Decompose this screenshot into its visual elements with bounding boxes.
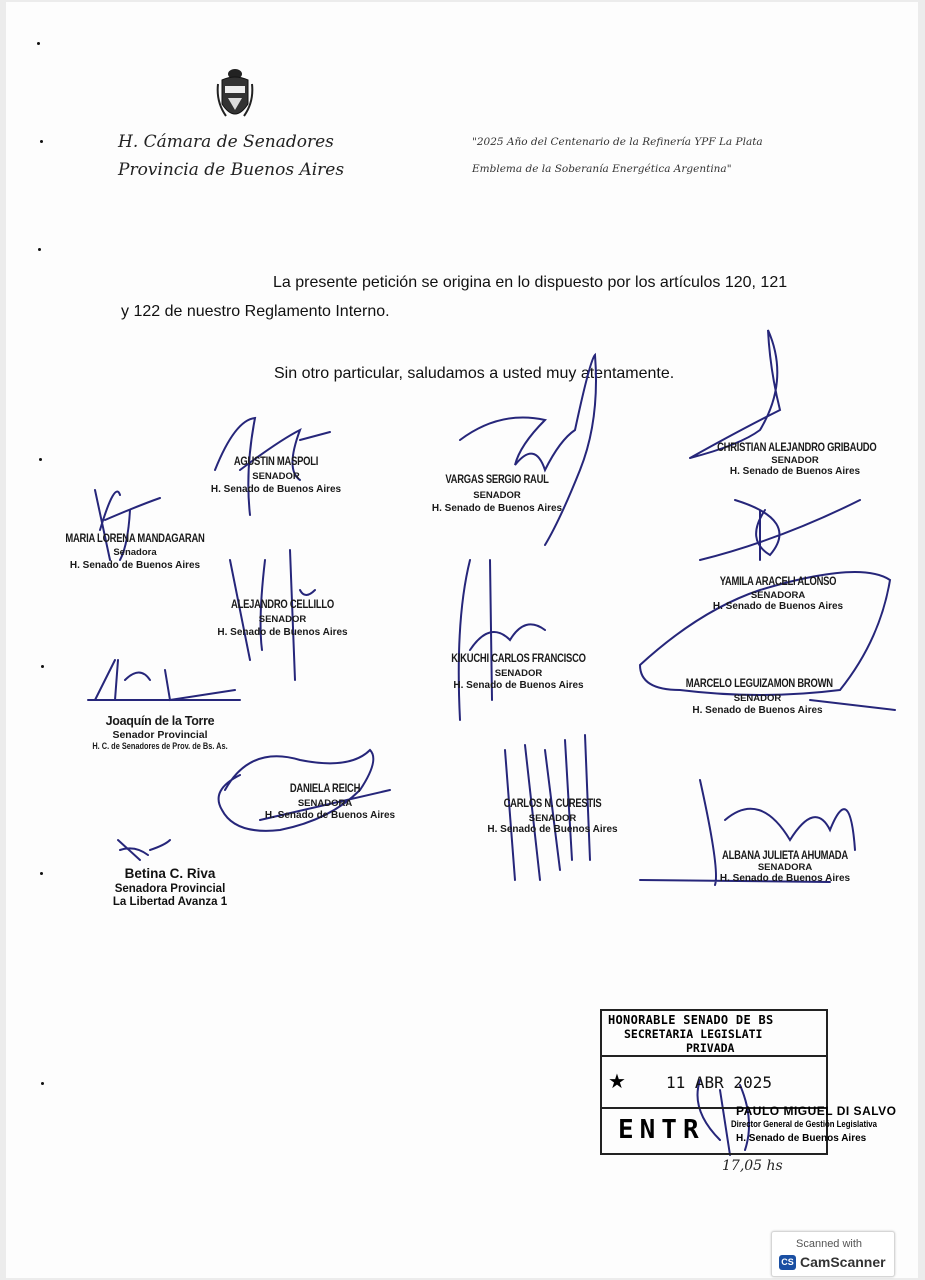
body-paragraph-line2: y 122 de nuestro Reglamento Interno. bbox=[121, 303, 390, 320]
signatory-role: SENADOR bbox=[494, 668, 543, 679]
stamp-divider bbox=[602, 1055, 826, 1057]
stamp-line2: SECRETARIA LEGISLATI bbox=[624, 1027, 763, 1041]
signatory-role: SENADORA bbox=[297, 798, 353, 809]
signatory-place: H. Senado de Buenos Aires bbox=[692, 705, 823, 716]
stamp-date: 11 ABR 2025 bbox=[666, 1073, 772, 1092]
official-name: PAULO MIGUEL DI SALVO bbox=[736, 1104, 897, 1118]
riva-signature-block bbox=[95, 866, 245, 908]
official-place: H. Senado de Buenos Aires bbox=[736, 1133, 867, 1144]
year-motto-line1: "2025 Año del Centenario de la Refinería YPF La Plata bbox=[472, 136, 763, 148]
signatory-place: H. Senado de Buenos Aires bbox=[487, 824, 618, 835]
signatory-role: Senador Provincial bbox=[112, 729, 208, 741]
signatory-role: SENADOR bbox=[258, 614, 307, 625]
signatory-role: Senadora Provincial bbox=[114, 883, 226, 895]
stamp-line3: PRIVADA bbox=[686, 1041, 735, 1055]
signatory-place: H. Senado de Buenos Aires bbox=[719, 873, 851, 884]
star-icon: ★ bbox=[608, 1071, 626, 1093]
closing-salutation: Sin otro particular, saludamos a usted muy atentamente. bbox=[274, 365, 675, 382]
signatory-place: La Libertad Avanza 1 bbox=[112, 896, 228, 908]
signatory-name: ALEJANDRO CELLILLO bbox=[231, 599, 334, 611]
signatory-role: SENADOR bbox=[733, 693, 782, 704]
signatory-name: KIKUCHI CARLOS FRANCISCO bbox=[451, 653, 586, 665]
signatory-role: SENADORA bbox=[757, 862, 813, 873]
signatory-place: H. Senado de Buenos Aires bbox=[453, 680, 584, 691]
signatory-place: H. Senado de Buenos Aires bbox=[431, 503, 563, 514]
stamp-line1: HONORABLE SENADO DE BS bbox=[608, 1013, 774, 1027]
stamp-time: 17,05 hs bbox=[722, 1158, 783, 1174]
body-paragraph-line1: La presente petición se origina en lo dispuesto por los artículos 120, 121 bbox=[273, 274, 788, 291]
signatory-role: SENADOR bbox=[473, 490, 521, 501]
signatory-name: Betina C. Riva bbox=[124, 866, 216, 881]
signatory-role: SENADOR bbox=[252, 471, 300, 482]
signatory-role: SENADORA bbox=[750, 590, 806, 601]
province-name: Provincia de Buenos Aires bbox=[118, 160, 345, 180]
watermark-caption: Scanned with bbox=[796, 1238, 863, 1250]
camscanner-watermark bbox=[771, 1231, 895, 1277]
signatory-name: MARCELO LEGUIZAMON BROWN bbox=[685, 678, 833, 690]
signatory-name: YAMILA ARACELI ALONSO bbox=[719, 576, 837, 588]
signatory-place: H. C. de Senadores de Prov. de Bs. As. bbox=[92, 741, 228, 751]
signatory-role: Senadora bbox=[113, 547, 157, 558]
signatory-name: CARLOS N. CURESTIS bbox=[503, 798, 602, 810]
official-title: Director General de Gestión Legislativa bbox=[731, 1119, 877, 1130]
signatory-name: DANIELA REICH bbox=[289, 783, 361, 795]
signatory-place: H. Senado de Buenos Aires bbox=[210, 484, 342, 495]
signatory-place: H. Senado de Buenos Aires bbox=[69, 560, 201, 571]
signatory-name: VARGAS SERGIO RAUL bbox=[445, 474, 549, 486]
watermark-brand: CamScanner bbox=[800, 1254, 886, 1270]
signatory-name: AGUSTIN MASPOLI bbox=[233, 456, 319, 468]
signatory-name: ALBANA JULIETA AHUMADA bbox=[722, 850, 848, 862]
signatory-name: MARIA LORENA MANDAGARAN bbox=[65, 533, 205, 545]
signatory-name: Joaquín de la Torre bbox=[105, 714, 215, 728]
stamp-entry: ENTR bbox=[618, 1115, 705, 1145]
signatory-place: H. Senado de Buenos Aires bbox=[217, 627, 348, 638]
signatory-role: SENADOR bbox=[771, 455, 819, 466]
chamber-name: H. Cámara de Senadores bbox=[118, 132, 334, 152]
signatory-role: SENADOR bbox=[528, 813, 577, 824]
signatory-place: H. Senado de Buenos Aires bbox=[264, 810, 396, 821]
signatory-name: CHRISTIAN ALEJANDRO GRIBAUDO bbox=[717, 442, 877, 454]
camscanner-logo-icon: CS bbox=[779, 1255, 796, 1270]
signatory-place: H. Senado de Buenos Aires bbox=[712, 601, 844, 612]
signatory-place: H. Senado de Buenos Aires bbox=[729, 466, 861, 477]
year-motto-line2: Emblema de la Soberanía Energética Argentina" bbox=[472, 163, 732, 175]
